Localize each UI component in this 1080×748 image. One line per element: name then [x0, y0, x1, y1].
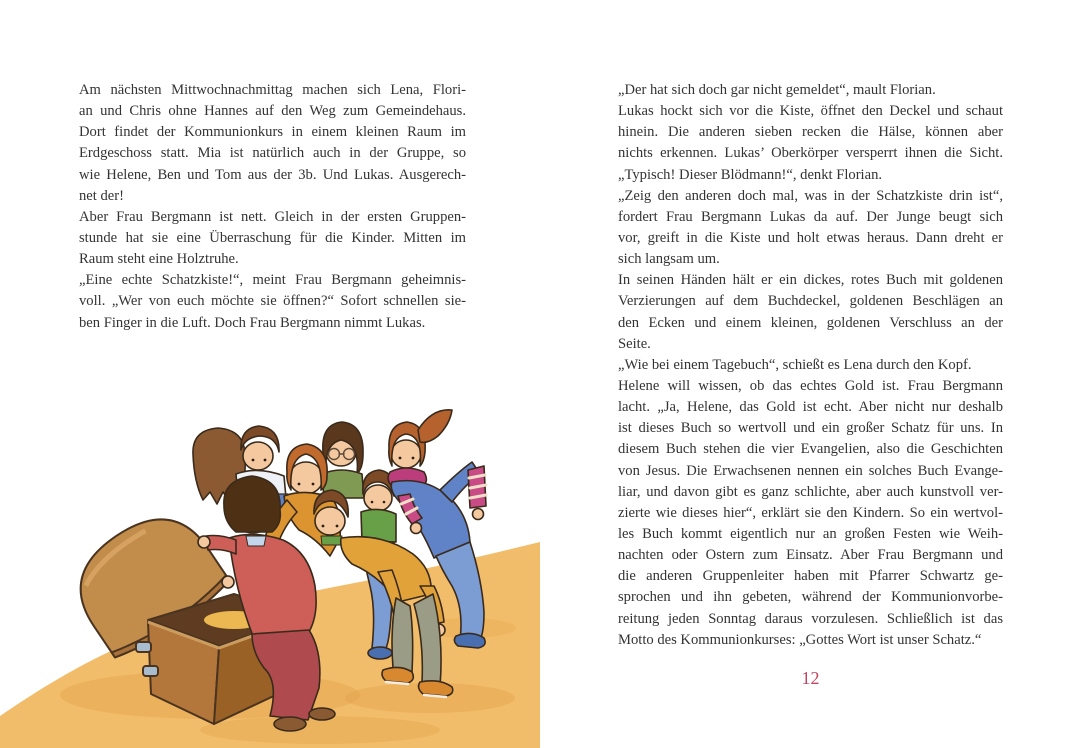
text-line: Verzierungen auf dem Buchdeckel, goldenen Beschlägen an [618, 293, 1003, 310]
text-line: les Buch kommt eigentlich nur an großen Festen wie Weih- [618, 525, 1003, 542]
text-line: lacht. „Ja, Helene, das Gold ist echt. Aber nicht nur deshalb [618, 399, 1003, 416]
text-line: net der! [79, 187, 124, 204]
text-line: von Jesus. Die Erwachsenen nennen ein solches Buch Evange- [618, 462, 1003, 479]
text-line: nichts erkennen. Lukas’ Oberkörper versperrt ihnen die Sicht. [618, 145, 1003, 162]
text-line: Am nächsten Mittwochnachmittag machen sich Lena, Flori- [79, 82, 466, 98]
text-line: den Ecken und einem kleinen, goldenen Verschluss an der [618, 314, 1003, 331]
frau-bergmann [322, 422, 364, 498]
illustration-children-treasure-chest [0, 390, 540, 748]
text-line: an und Chris ohne Hannes auf den Weg zum Gemeindehaus. [79, 103, 466, 120]
text-line: stunde hat sie eine Überraschung für die Kinder. Mitten im [79, 229, 466, 246]
text-line: „Der hat sich doch gar nicht gemeldet“, mault Florian. [618, 82, 936, 98]
text-line: zierte wie dieses hier“, erklärt sie den Kindern. So ein wertvol- [618, 504, 1003, 521]
text-line: In seinen Händen hält er ein dickes, rotes Buch mit goldenen [618, 272, 1003, 289]
text-line: Lukas hockt sich vor die Kiste, öffnet den Deckel und schaut [618, 103, 1003, 120]
text-line: „Wie bei einem Tagebuch“, schießt es Lena durch den Kopf. [618, 356, 972, 373]
text-line: Helene will wissen, ob das echtes Gold ist. Frau Bergmann [618, 377, 1003, 394]
text-line: Erdgeschoss statt. Mia ist natürlich auch in der Gruppe, so [79, 145, 466, 162]
text-line: „Typisch! Dieser Blödmann!“, denkt Florian. [618, 166, 883, 183]
text-line: Seite. [618, 335, 651, 352]
text-line: reitung jeden Sonntag daraus vorzulesen. Schließlich ist das [618, 610, 1003, 627]
text-line: sich langsam um. [618, 251, 720, 268]
text-line: die anderen Gruppenleiter haben mit Pfarrer Schwartz ge- [618, 568, 1003, 585]
text-line: wie Helene, Ben und Tom aus der 3b. Und Lukas. Ausgerech- [79, 166, 466, 183]
text-line: Dort findet der Kommunionkurs in einem kleinen Raum im [79, 124, 466, 141]
text-line: liar, und davon gibt es ganz schlichte, aber auch kunstvoll ver- [618, 483, 1003, 500]
text-line: ben Finger in die Luft. Doch Frau Bergmann nimmt Lukas. [79, 314, 426, 331]
left-page-text [79, 80, 466, 334]
text-line: Motto des Kommunionkurses: „Gottes Wort ist unser Schatz.“ [618, 631, 982, 648]
text-line: Aber Frau Bergmann ist nett. Gleich in der ersten Gruppen- [79, 208, 466, 225]
text-line: nachten oder Ostern zum Einsatz. Aber Frau Bergmann und [618, 547, 1003, 564]
text-line: „Zeig den anderen doch mal, was in der Schatzkiste drin ist“, [618, 187, 1003, 204]
text-line: sprochen und ihn gebeten, während der Kommunionvorbe- [618, 589, 1003, 606]
text-line: voll. „Wer von euch möchte sie öffnen?“ Sofort schnellen sie- [79, 293, 466, 310]
right-page-text [618, 80, 1003, 651]
text-line: hinein. Die anderen sieben recken die Hälse, können aber [618, 124, 1003, 141]
chest-hinge [143, 666, 158, 676]
text-line: fordert Frau Bergmann Lukas da auf. Der Junge beugt sich [618, 208, 1003, 225]
text-line: diesem Buch stehen die vier Evangelien, also die Geschichten [618, 441, 1003, 458]
page-number: 12 [801, 668, 820, 688]
text-line: Raum steht eine Holztruhe. [79, 251, 239, 268]
text-line: ist dieses Buch so wertvoll und ein großer Schatz für uns. In [618, 420, 1003, 437]
text-line: vor, greift in die Kiste und holt etwas heraus. Dann dreht er [618, 229, 1003, 246]
chest-hinge [136, 642, 151, 652]
text-line: „Eine echte Schatzkiste!“, meint Frau Bergmann geheimnis- [79, 272, 466, 289]
